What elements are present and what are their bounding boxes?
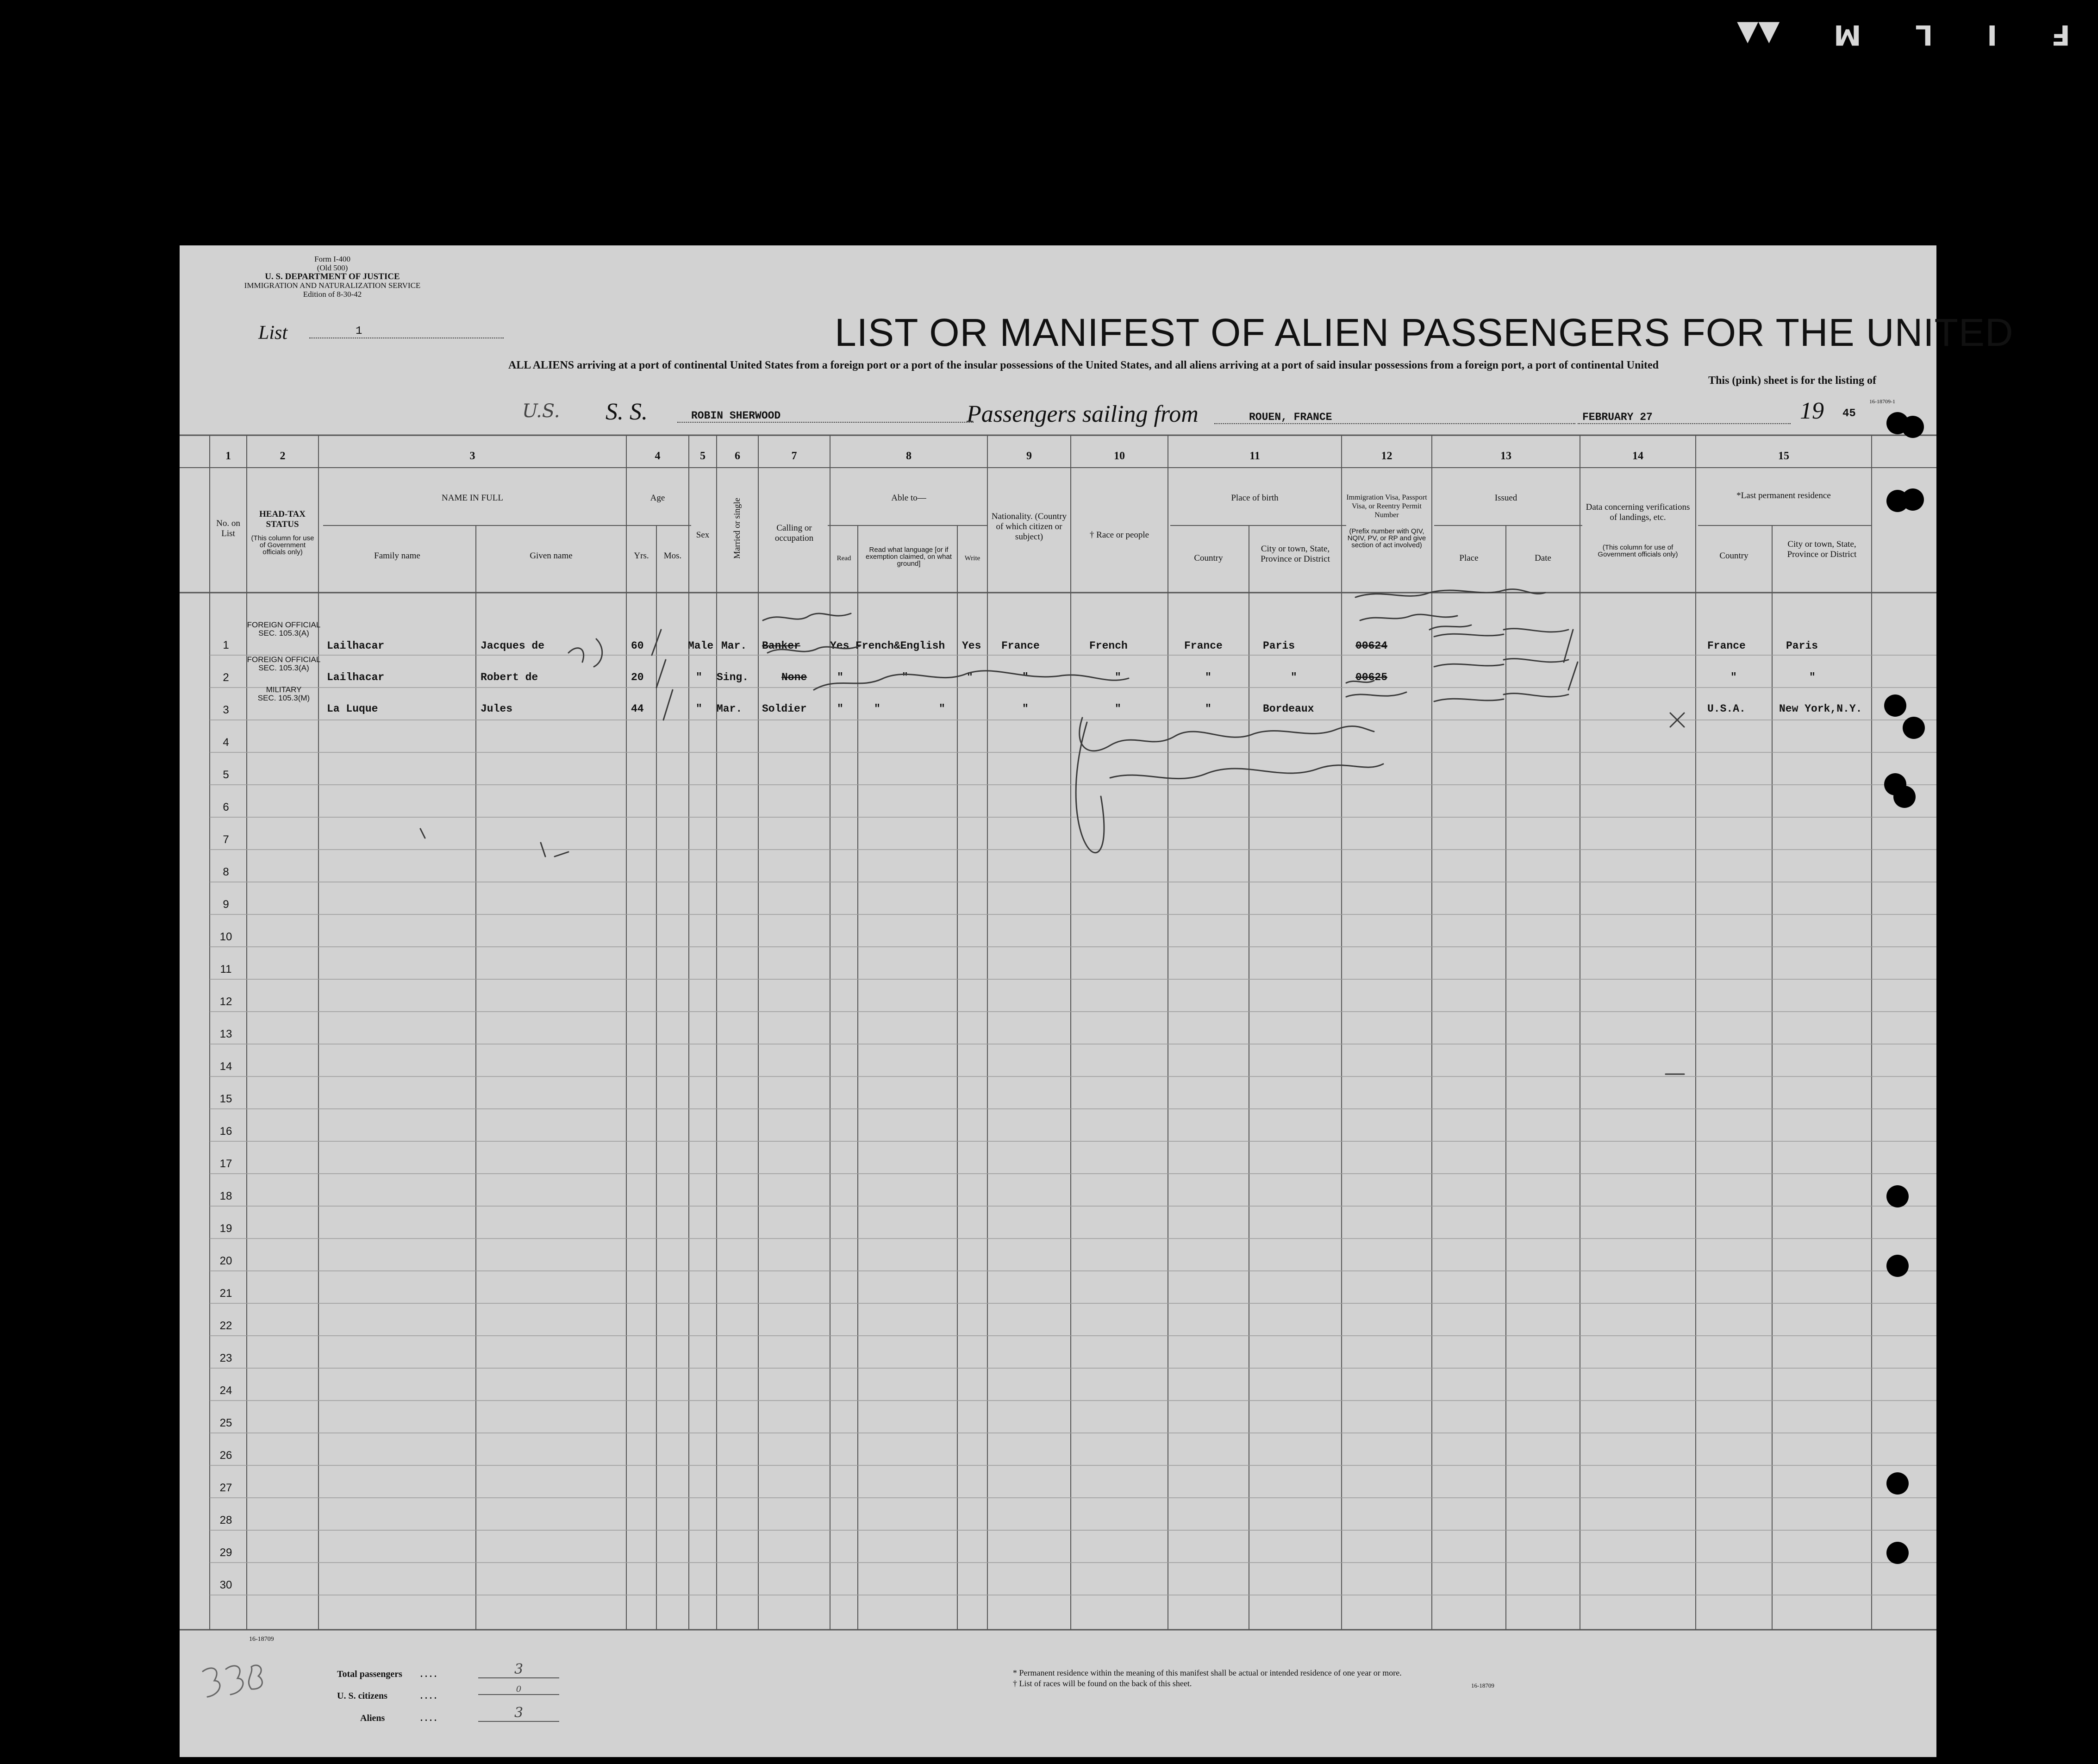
punch-hole [1886, 1472, 1909, 1495]
visa-number: 00624 [1355, 640, 1388, 652]
family-name: Lailhacar [327, 671, 385, 683]
row-number: 1 [223, 639, 229, 651]
row-number: 5 [223, 769, 229, 781]
occupation: Soldier [762, 703, 807, 715]
punch-hole [1903, 717, 1925, 739]
header-last-residence: *Last permanent residence [1736, 491, 1831, 500]
given-name: Jacques de [481, 640, 545, 652]
row-number: 23 [219, 1352, 232, 1364]
marital-status: Sing. [717, 671, 749, 683]
sailing-label: Passengers sailing from [967, 401, 1199, 427]
ss-label: S. S. [606, 399, 648, 425]
header-nationality: Nationality. (Country of which citizen or subject) [991, 512, 1067, 542]
footnote-code: 16-18709 [1471, 1682, 1494, 1689]
header-visa: Immigration Visa, Passport Visa, or Reentry Permit Number [1346, 494, 1427, 519]
header-data-concerning: Data concerning verifications of landings, etc. [1586, 502, 1690, 522]
can-write: " [939, 703, 945, 715]
row-number: 15 [219, 1093, 232, 1105]
can-read: " [837, 703, 843, 715]
birth-country: " [1205, 671, 1211, 683]
page-title: LIST OR MANIFEST OF ALIEN PASSENGERS FOR THE UNITED [835, 311, 2014, 354]
column-number: 4 [655, 450, 661, 462]
year-suffix: 45 [1842, 407, 1856, 420]
header-birth-city: City or town, State, Province or District [1261, 544, 1330, 564]
list-label: List [258, 322, 288, 344]
header-issued-place: Place [1459, 553, 1479, 563]
row-number: 27 [219, 1482, 232, 1494]
header-place-of-birth: Place of birth [1231, 493, 1279, 503]
form-code: 16-18709 [249, 1636, 274, 1643]
film-strip-mark [1737, 19, 2070, 51]
manifest-sheet: Form I-400 (Old 500) U. S. DEPARTMENT OF JUSTICE IMMIGRATION AND NATURALIZATION SERVICE Edition of 8-30-42 List 1 LIST OR MANIFEST OF ALIEN PASSENGERS FOR THE UNITED ALL ALIENS arriving at a port of continental United States from a foreign port or a port of the insular possessions of the United States, and all aliens arriving at a port of said insular possessions from a foreign port, a port of continental United This (pink) sheet is for the listing of U.S. S. S. ROBIN SHERWOOD Passengers sailing from ROUEN, FRANCE FEBRUARY 27 19 45 16-18709-1 1 2 3 4 5 6 7 8 9 10 11 12 13 14 15 No. on List HEAD-TAX STATUS (This column for use of Government officials only) NAME IN FULL Family name Given name Age Yrs. Mos. Sex Married or single Calling or occupation Able to— Read Read what language [or if exemption claimed, on what ground] Write Nationality. (Country of which citizen or subject) † Race or people Place of birth Country City or town, State, Province or District Immigration Visa, Passport Visa, or Reentry Permit Number (Prefix number with QIV, NQIV, PV, or RP and give section of act involved) Issued Place Date Data concerning verifications of landings, etc. (This column for use of Government officials only) *Last permanent residence Country City or town, State, Province or District 1 2 3 4 5 6 7 8 9 10 11 12 13 14 15 16 17 18 19 20 21 22 23 24 25 26 27 28 29 30 FOREIGN OFFICIAL SEC. 105.3(A) Lailhacar Jacques de 60 Male Mar. Banker Yes French&English Yes France French France Paris 00624 France Paris FOREIGN OFFICIAL SEC. 105.3(A) Lailhacar Robert de 20 " Sing. None " " " " " " " 00625 " " MILITARY SEC. 105.3(M) La Luque Jules 44 " Mar. Soldier " " " " " " Bordeaux U.S.A. New York,N.Y. Total passengers . . . . 3 U. S. citizens . . . . 0 Aliens . . . . 3 16-18709 * Permanent residence within the meaning of this manifest shall be actual or intended residence of one year or more. † List of races will be found on the back of this sheet. 16-18709 [180, 245, 1936, 1757]
film-letter: M [1833, 19, 1861, 51]
can-read: " [837, 671, 843, 683]
language: " [874, 703, 880, 715]
nationality: France [1001, 640, 1040, 652]
handwritten-annotations [180, 245, 1936, 1757]
punch-hole [1886, 1255, 1909, 1277]
sex: " [696, 671, 702, 683]
column-number: 14 [1632, 450, 1643, 462]
head-tax-section: SEC. 105.3(A) [258, 663, 309, 672]
year-prefix: 19 [1800, 398, 1824, 424]
residence-city: " [1809, 671, 1816, 683]
header-married: Married or single [732, 498, 742, 559]
edition-text: Edition of 8-30-42 [303, 290, 362, 299]
header-name-in-full: NAME IN FULL [442, 493, 503, 503]
row-number: 2 [223, 671, 229, 684]
punch-hole [1902, 488, 1924, 511]
family-name: Lailhacar [327, 640, 385, 652]
header-mos: Mos. [663, 551, 682, 561]
nationality: " [1022, 703, 1029, 715]
header-calling: Calling or occupation [774, 523, 814, 543]
intro-line: This (pink) sheet is for the listing of [1708, 375, 1876, 387]
header-issued: Issued [1494, 493, 1517, 503]
row-number: 20 [219, 1255, 232, 1267]
row-number: 30 [219, 1579, 232, 1591]
punch-hole [1886, 1542, 1909, 1564]
punch-hole [1902, 416, 1924, 438]
row-number: 22 [219, 1320, 232, 1332]
punch-hole [1893, 786, 1916, 808]
age-years: 44 [631, 703, 644, 715]
column-number: 7 [791, 450, 797, 462]
column-number: 10 [1114, 450, 1125, 462]
head-tax-section: SEC. 105.3(A) [258, 629, 309, 638]
header-write: Write [964, 555, 980, 562]
department-name: U. S. DEPARTMENT OF JUSTICE [265, 272, 400, 281]
language: French&English [855, 640, 945, 652]
row-number: 17 [219, 1157, 232, 1170]
total-passengers-label: Total passengers [337, 1669, 402, 1679]
row-number: 3 [223, 704, 229, 716]
residence-city: New York,N.Y. [1779, 703, 1862, 715]
age-years: 60 [631, 640, 644, 652]
column-number: 1 [225, 450, 231, 462]
row-number: 7 [223, 833, 229, 846]
header-family-name: Family name [374, 551, 420, 561]
head-tax-status: MILITARY [266, 685, 302, 694]
nationality: " [1022, 671, 1029, 683]
can-write: " [967, 671, 973, 683]
row-number: 21 [219, 1287, 232, 1300]
header-race: † Race or people [1089, 530, 1149, 540]
row-number: 18 [219, 1190, 232, 1202]
punch-hole [1884, 694, 1906, 717]
row-number: 29 [219, 1546, 232, 1559]
column-number: 9 [1026, 450, 1032, 462]
header-yrs: Yrs. [634, 551, 649, 561]
race: " [1115, 703, 1121, 715]
header-read: Read [837, 555, 851, 562]
row-number: 24 [219, 1384, 232, 1397]
marital-status: Mar. [717, 703, 743, 715]
age-years: 20 [631, 671, 644, 683]
punch-hole [1886, 1185, 1909, 1207]
row-number: 25 [219, 1417, 232, 1429]
can-write: Yes [962, 640, 981, 652]
residence-country: " [1730, 671, 1737, 683]
can-read: Yes [830, 640, 849, 652]
birth-city: " [1291, 671, 1297, 683]
column-number: 6 [735, 450, 740, 462]
birth-city: Bordeaux [1263, 703, 1314, 715]
column-number: 5 [700, 450, 706, 462]
header-res-country: Country [1719, 551, 1748, 561]
header-head-tax-note: (This column for use of Government officials only) [251, 534, 314, 556]
race: " [1115, 671, 1121, 683]
given-name: Jules [481, 703, 513, 715]
us-citizens-label: U. S. citizens [337, 1691, 387, 1701]
row-number: 6 [223, 801, 229, 813]
handwritten-page-number [194, 1653, 268, 1713]
header-read-language: Read what language [or if exemption claimed, on what ground] [866, 546, 952, 568]
row-number: 8 [223, 866, 229, 878]
ship-name: ROBIN SHERWOOD [677, 410, 974, 423]
total-passengers-value: 3 [478, 1661, 559, 1678]
marital-status: Mar. [721, 640, 747, 652]
head-tax-status: FOREIGN OFFICIAL [247, 620, 321, 629]
form-line: Form I-400 [314, 255, 350, 263]
residence-country: France [1707, 640, 1746, 652]
row-number: 14 [219, 1060, 232, 1073]
intro-line: ALL ALIENS arriving at a port of continental United States from a foreign port or a port of the insular possessions of the United States, and all aliens arriving at a port of said insular possessions from a foreign port, a port of continental United [508, 359, 1659, 371]
sex: Male [688, 640, 714, 652]
header-no-on-list: No. on List [216, 519, 240, 538]
occupation: None [781, 671, 807, 683]
film-letter: F [2051, 19, 2070, 51]
departure-port: ROUEN, FRANCE [1214, 411, 1575, 424]
birth-country: France [1184, 640, 1223, 652]
column-number: 15 [1778, 450, 1789, 462]
row-number: 19 [219, 1222, 232, 1235]
birth-city: Paris [1263, 640, 1295, 652]
column-number: 12 [1381, 450, 1392, 462]
family-name: La Luque [327, 703, 378, 715]
footnote-residence: * Permanent residence within the meaning of this manifest shall be actual or intended residence of one year or more. [1013, 1668, 1402, 1677]
head-tax-section: SEC. 105.3(M) [257, 694, 310, 702]
head-tax-status: FOREIGN OFFICIAL [247, 655, 321, 664]
column-number: 2 [280, 450, 286, 462]
column-number: 11 [1249, 450, 1260, 462]
header-issued-date: Date [1535, 553, 1551, 563]
row-number: 16 [219, 1125, 232, 1138]
row-number: 9 [223, 898, 229, 911]
row-number: 28 [219, 1514, 232, 1526]
row-number: 10 [219, 931, 232, 943]
race: French [1089, 640, 1128, 652]
row-number: 12 [219, 995, 232, 1008]
header-res-city: City or town, State, Province or District [1787, 539, 1857, 559]
column-number: 13 [1500, 450, 1511, 462]
row-number: 11 [220, 963, 232, 976]
residence-country: U.S.A. [1707, 703, 1746, 715]
header-birth-country: Country [1194, 553, 1223, 563]
sailing-date: FEBRUARY 27 [1578, 411, 1791, 424]
header-given-name: Given name [530, 551, 573, 561]
film-letter: L [1915, 19, 1933, 51]
occupation: Banker [762, 640, 800, 652]
list-number: 1 [309, 325, 504, 338]
form-line: (Old 500) [317, 263, 348, 272]
row-number: 13 [219, 1028, 232, 1040]
header-able-to: Able to— [891, 493, 926, 503]
film-letter: ▲▲ [1737, 19, 1780, 51]
row-number: 4 [223, 736, 229, 749]
header-sex: Sex [696, 530, 710, 540]
visa-number: 00625 [1355, 671, 1388, 683]
column-number: 8 [906, 450, 912, 462]
form-number: 16-18709-1 [1869, 398, 1895, 405]
film-letter: I [1987, 19, 1998, 51]
header-data-note: (This column for use of Government officials only) [1598, 544, 1678, 558]
service-name: IMMIGRATION AND NATURALIZATION SERVICE [244, 281, 421, 290]
residence-city: Paris [1786, 640, 1818, 652]
aliens-label: Aliens [360, 1713, 385, 1723]
birth-country: " [1205, 703, 1211, 715]
aliens-value: 3 [478, 1705, 559, 1722]
header-head-tax: HEAD-TAX STATUS [259, 509, 306, 529]
footnote-races: † List of races will be found on the back of this sheet. [1013, 1679, 1192, 1688]
header-visa-note: (Prefix number with QIV, NQIV, PV, or RP and give section of act involved) [1347, 527, 1426, 549]
header-age: Age [650, 493, 665, 503]
row-number: 26 [219, 1449, 232, 1462]
language: " [902, 671, 908, 683]
column-number: 3 [469, 450, 475, 462]
us-citizens-value: 0 [478, 1684, 559, 1695]
sex: " [696, 703, 702, 715]
given-name: Robert de [481, 671, 538, 683]
us-handwritten-mark: U.S. [522, 400, 560, 422]
